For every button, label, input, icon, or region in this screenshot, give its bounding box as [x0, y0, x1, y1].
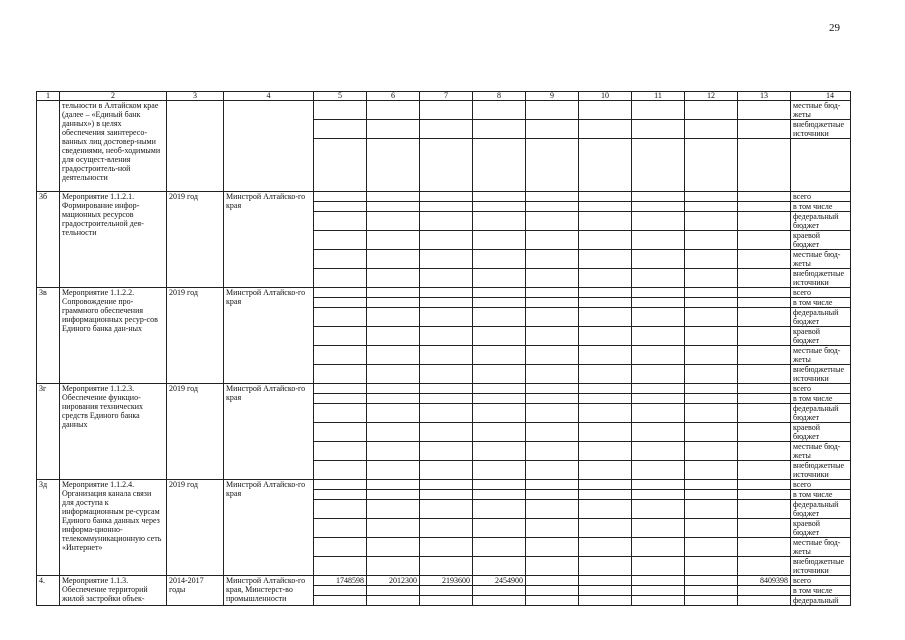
source-label: внебюджетные источники: [791, 120, 851, 139]
cell-name: Мероприятие 1.1.2.2. Сопровождение про-граммного обеспечения информационных ресур-сов Единого банка дан-ных: [60, 288, 167, 384]
source-label: всего: [791, 288, 851, 298]
source-label: федеральный бюджет: [791, 308, 851, 327]
table-row: [37, 384, 851, 394]
source-label: всего: [791, 384, 851, 394]
source-label: местные бюд-жеты: [791, 101, 851, 120]
cell-executor: Минстрой Алтайско-го края, Минстерст-во промышленности: [224, 576, 314, 606]
table-row: [37, 192, 851, 202]
source-label: краевой бюджет: [791, 423, 851, 442]
col-number: 1: [37, 92, 60, 101]
table-row: [37, 576, 851, 586]
source-label: краевой бюджет: [791, 327, 851, 346]
source-label: местные бюд-жеты: [791, 442, 851, 461]
cell-name: Мероприятие 1.1.2.1. Формирование инфор-мационных ресурсов градостроительной дея-тельности: [60, 192, 167, 288]
source-label: всего: [791, 480, 851, 490]
cell-name: тельности в Алтайском крае (далее – «Единый банк данных») в целях обеспечения заинтересо-ванных лиц достовер-ными сведениями, необ-ходимыми для осущест-вления градостроитель-ной деятельности: [60, 101, 167, 192]
source-label: в том числе: [791, 586, 851, 596]
table-row: [37, 288, 851, 298]
cell-executor: Минстрой Алтайско-го края: [224, 480, 314, 576]
cell-executor: Минстрой Алтайско-го края: [224, 192, 314, 288]
cell-name: Мероприятие 1.1.2.4. Организация канала связи для доступа к информационным ре-сурсам Единого банка данных через информа-ционно-телекоммуникационную сеть «Интернет»: [60, 480, 167, 576]
source-label: внебюджетные источники: [791, 461, 851, 480]
col-number: 10: [579, 92, 632, 101]
cell-num: 4.: [37, 576, 60, 606]
value-cell: 2012300: [367, 576, 420, 586]
column-number-row: [37, 92, 851, 101]
source-label: в том числе: [791, 202, 851, 212]
source-label: местные бюд-жеты: [791, 538, 851, 557]
source-label: федеральный бюджет: [791, 212, 851, 231]
value-cell: 1748598: [314, 576, 367, 586]
source-label: внебюджетные источники: [791, 557, 851, 576]
col-number: 7: [420, 92, 473, 101]
source-label: внебюджетные источники: [791, 365, 851, 384]
cell-name: Мероприятие 1.1.2.3. Обеспечение функцио-нирования технических средств Единого банка данных: [60, 384, 167, 480]
value-cell: 2454900: [473, 576, 526, 586]
cell-num: 3д: [37, 480, 60, 576]
cell-executor: Минстрой Алтайско-го края: [224, 288, 314, 384]
source-label: всего: [791, 576, 851, 586]
table-row: [37, 101, 851, 120]
cell-num: [37, 101, 60, 192]
col-number: 14: [791, 92, 851, 101]
cell-period: 2014-2017 годы: [167, 576, 224, 606]
value-cell: 8409398: [738, 576, 791, 586]
source-label: федеральный бюджет: [791, 500, 851, 519]
cell-period: 2019 год: [167, 384, 224, 480]
source-label: федеральный бюджет: [791, 404, 851, 423]
value-cell: 2193600: [420, 576, 473, 586]
cell-num: 3г: [37, 384, 60, 480]
budget-table: [36, 91, 851, 606]
col-number: 8: [473, 92, 526, 101]
source-label: местные бюд-жеты: [791, 346, 851, 365]
cell-period: 2019 год: [167, 288, 224, 384]
col-number: 12: [685, 92, 738, 101]
cell-executor: Минстрой Алтайско-го края: [224, 384, 314, 480]
cell-num: 3б: [37, 192, 60, 288]
page-number: 29: [829, 22, 840, 34]
source-label: внебюджетные источники: [791, 269, 851, 288]
col-number: 2: [60, 92, 167, 101]
source-label: всего: [791, 192, 851, 202]
source-label: федеральный: [791, 596, 851, 606]
cell-num: 3в: [37, 288, 60, 384]
col-number: 5: [314, 92, 367, 101]
source-label: краевой бюджет: [791, 519, 851, 538]
source-label: в том числе: [791, 298, 851, 308]
col-number: 11: [632, 92, 685, 101]
cell-period: 2019 год: [167, 192, 224, 288]
col-number: 4: [224, 92, 314, 101]
col-number: 3: [167, 92, 224, 101]
cell-period: 2019 год: [167, 480, 224, 576]
source-label: местные бюд-жеты: [791, 250, 851, 269]
table-row: [37, 480, 851, 490]
col-number: 13: [738, 92, 791, 101]
source-label: в том числе: [791, 394, 851, 404]
col-number: 6: [367, 92, 420, 101]
cell-name: Мероприятие 1.1.3. Обеспечение территорий жилой застройки объек-: [60, 576, 167, 606]
source-label: краевой бюджет: [791, 231, 851, 250]
source-label: в том числе: [791, 490, 851, 500]
col-number: 9: [526, 92, 579, 101]
